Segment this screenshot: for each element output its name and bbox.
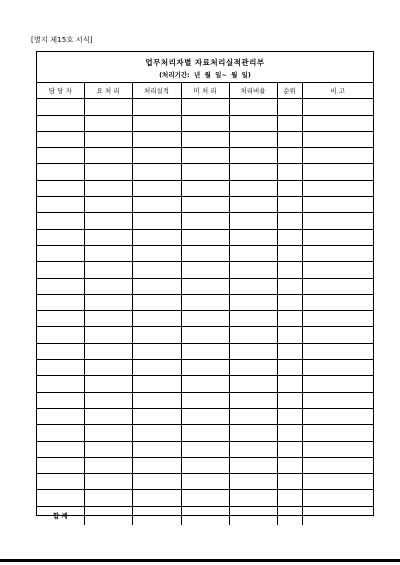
table-cell[interactable] [181, 262, 229, 278]
table-cell[interactable] [132, 278, 181, 294]
table-cell[interactable] [132, 262, 181, 278]
table-cell[interactable] [132, 197, 181, 213]
table-cell[interactable] [132, 164, 181, 180]
col-header-ratio: 처리비율 [229, 83, 277, 99]
table-row [37, 376, 373, 392]
table-cell[interactable] [84, 457, 132, 473]
table-cell[interactable] [37, 425, 84, 441]
table-row [37, 490, 373, 506]
table-row [37, 131, 373, 147]
table-cell[interactable] [84, 490, 132, 506]
table-cell[interactable] [132, 99, 181, 115]
table-cell[interactable] [229, 99, 277, 115]
table-cell[interactable] [181, 213, 229, 229]
table-cell[interactable] [277, 327, 302, 343]
col-header-unprocessed: 미 처 리 [181, 83, 229, 99]
table-cell[interactable] [277, 131, 302, 147]
table-cell[interactable] [302, 327, 373, 343]
total-cell[interactable] [84, 506, 132, 525]
table-cell[interactable] [181, 360, 229, 376]
table-cell[interactable] [302, 180, 373, 196]
table-row [37, 294, 373, 310]
table-cell[interactable] [84, 164, 132, 180]
table-cell[interactable] [132, 131, 181, 147]
table-cell[interactable] [302, 376, 373, 392]
table-cell[interactable] [229, 278, 277, 294]
table-cell[interactable] [229, 148, 277, 164]
table-row [37, 262, 373, 278]
col-header-processed: 처리실적 [132, 83, 181, 99]
table-cell[interactable] [132, 408, 181, 424]
table-row [37, 327, 373, 343]
table-cell[interactable] [132, 229, 181, 245]
total-cell[interactable] [277, 506, 302, 525]
table-cell[interactable] [84, 311, 132, 327]
table-cell[interactable] [229, 262, 277, 278]
table-cell[interactable] [302, 197, 373, 213]
table-cell[interactable] [277, 229, 302, 245]
table-cell[interactable] [37, 408, 84, 424]
table-row [37, 311, 373, 327]
table-body [37, 99, 373, 525]
table-cell[interactable] [181, 229, 229, 245]
table-cell[interactable] [277, 408, 302, 424]
table-cell[interactable] [229, 408, 277, 424]
table-cell[interactable] [132, 376, 181, 392]
table-cell[interactable] [181, 197, 229, 213]
table-cell[interactable] [277, 278, 302, 294]
table-cell[interactable] [229, 360, 277, 376]
sheet-title: 업무처리자별 자료처리실적관리부 [145, 58, 265, 67]
table-cell[interactable] [37, 148, 84, 164]
table-cell[interactable] [277, 441, 302, 457]
table-cell[interactable] [229, 441, 277, 457]
table-cell[interactable] [132, 294, 181, 310]
table-cell[interactable] [132, 457, 181, 473]
total-cell[interactable] [229, 506, 277, 525]
table-row [37, 360, 373, 376]
total-row [37, 506, 373, 525]
table-cell[interactable] [84, 148, 132, 164]
table-cell[interactable] [181, 457, 229, 473]
table-cell[interactable] [229, 229, 277, 245]
table-cell[interactable] [181, 311, 229, 327]
table-row [37, 164, 373, 180]
processing-period: (처리기간: 년 월 일~ 월 일) [159, 71, 251, 79]
table-cell[interactable] [277, 180, 302, 196]
table-cell[interactable] [181, 164, 229, 180]
table-cell[interactable] [181, 278, 229, 294]
table-cell[interactable] [302, 408, 373, 424]
table-cell[interactable] [277, 376, 302, 392]
col-header-rank: 순위 [277, 83, 302, 99]
table-cell[interactable] [277, 213, 302, 229]
table-cell[interactable] [229, 474, 277, 490]
table-cell[interactable] [229, 376, 277, 392]
record-sheet [36, 51, 374, 521]
table-row [37, 457, 373, 473]
table-cell[interactable] [132, 490, 181, 506]
table-cell[interactable] [229, 327, 277, 343]
table-cell[interactable] [277, 99, 302, 115]
table-cell[interactable] [132, 213, 181, 229]
table-cell[interactable] [84, 197, 132, 213]
table-row [37, 213, 373, 229]
table-cell[interactable] [277, 360, 302, 376]
table-row [37, 148, 373, 164]
table-row [37, 425, 373, 441]
table-cell[interactable] [302, 229, 373, 245]
table-cell[interactable] [181, 148, 229, 164]
table-cell[interactable] [84, 376, 132, 392]
table-cell[interactable] [302, 245, 373, 261]
table-cell[interactable] [84, 229, 132, 245]
table-cell[interactable] [84, 392, 132, 408]
table-cell[interactable] [181, 245, 229, 261]
table-cell[interactable] [229, 425, 277, 441]
table-cell[interactable] [302, 360, 373, 376]
table-cell[interactable] [302, 148, 373, 164]
table-cell[interactable] [229, 457, 277, 473]
table-cell[interactable] [37, 376, 84, 392]
table-cell[interactable] [277, 392, 302, 408]
table-cell[interactable] [37, 213, 84, 229]
col-header-person: 담 당 자 [37, 83, 84, 99]
table-cell[interactable] [302, 311, 373, 327]
table-cell[interactable] [84, 115, 132, 131]
table-cell[interactable] [229, 311, 277, 327]
table-cell[interactable] [132, 180, 181, 196]
table-cell[interactable] [302, 457, 373, 473]
table-cell[interactable] [132, 360, 181, 376]
table-cell[interactable] [181, 180, 229, 196]
table-cell[interactable] [181, 294, 229, 310]
total-cell[interactable] [302, 506, 373, 525]
table-cell[interactable] [132, 311, 181, 327]
table-cell[interactable] [37, 245, 84, 261]
table-cell[interactable] [37, 294, 84, 310]
table-cell[interactable] [84, 343, 132, 359]
table-row [37, 115, 373, 131]
table-row [37, 343, 373, 359]
table-cell[interactable] [84, 474, 132, 490]
form-number-label: [별지 제15호 서식] [31, 36, 93, 44]
table-cell[interactable] [132, 343, 181, 359]
table-cell[interactable] [37, 131, 84, 147]
table-cell[interactable] [277, 115, 302, 131]
table-row [37, 197, 373, 213]
table-cell[interactable] [302, 115, 373, 131]
table-cell[interactable] [37, 278, 84, 294]
table-row [37, 278, 373, 294]
table-cell[interactable] [132, 392, 181, 408]
performance-table [37, 82, 373, 525]
table-cell[interactable] [181, 408, 229, 424]
table-cell[interactable] [277, 164, 302, 180]
table-row [37, 245, 373, 261]
table-cell[interactable] [181, 392, 229, 408]
table-row [37, 99, 373, 115]
table-cell[interactable] [181, 474, 229, 490]
table-cell[interactable] [132, 148, 181, 164]
table-cell[interactable] [277, 425, 302, 441]
table-cell[interactable] [181, 490, 229, 506]
table-cell[interactable] [277, 148, 302, 164]
table-cell[interactable] [277, 457, 302, 473]
table-row [37, 441, 373, 457]
table-cell[interactable] [277, 490, 302, 506]
table-cell[interactable] [84, 131, 132, 147]
table-cell[interactable] [277, 197, 302, 213]
table-cell[interactable] [229, 490, 277, 506]
table-cell[interactable] [277, 245, 302, 261]
table-cell[interactable] [37, 343, 84, 359]
total-cell[interactable] [132, 506, 181, 525]
table-cell[interactable] [229, 245, 277, 261]
table-cell[interactable] [229, 213, 277, 229]
table-cell[interactable] [132, 425, 181, 441]
table-row [37, 408, 373, 424]
table-cell[interactable] [181, 441, 229, 457]
table-cell[interactable] [302, 164, 373, 180]
table-cell[interactable] [37, 360, 84, 376]
table-cell[interactable] [181, 425, 229, 441]
table-cell[interactable] [84, 213, 132, 229]
table-cell[interactable] [302, 343, 373, 359]
table-cell[interactable] [181, 115, 229, 131]
table-cell[interactable] [84, 294, 132, 310]
col-header-remarks: 비 고 [302, 83, 373, 99]
table-cell[interactable] [132, 115, 181, 131]
table-cell[interactable] [84, 408, 132, 424]
table-cell[interactable] [84, 278, 132, 294]
table-cell[interactable] [302, 392, 373, 408]
total-cell[interactable] [181, 506, 229, 525]
table-cell[interactable] [37, 490, 84, 506]
table-cell[interactable] [84, 360, 132, 376]
table-cell[interactable] [229, 197, 277, 213]
table-cell[interactable] [229, 164, 277, 180]
table-cell[interactable] [277, 262, 302, 278]
table-cell[interactable] [302, 278, 373, 294]
table-cell[interactable] [37, 197, 84, 213]
table-cell[interactable] [132, 474, 181, 490]
table-cell[interactable] [132, 441, 181, 457]
table-row [37, 474, 373, 490]
table-cell[interactable] [37, 229, 84, 245]
table-cell[interactable] [229, 343, 277, 359]
total-label: 합 계 [37, 506, 84, 525]
table-cell[interactable] [37, 262, 84, 278]
table-cell[interactable] [277, 294, 302, 310]
table-cell[interactable] [302, 441, 373, 457]
table-cell[interactable] [277, 343, 302, 359]
table-cell[interactable] [181, 343, 229, 359]
table-cell[interactable] [84, 262, 132, 278]
table-cell[interactable] [37, 327, 84, 343]
table-cell[interactable] [229, 294, 277, 310]
table-cell[interactable] [229, 131, 277, 147]
table-cell[interactable] [37, 457, 84, 473]
table-cell[interactable] [84, 441, 132, 457]
table-cell[interactable] [302, 99, 373, 115]
table-cell[interactable] [84, 425, 132, 441]
table-cell[interactable] [229, 115, 277, 131]
table-row [37, 229, 373, 245]
table-cell[interactable] [84, 245, 132, 261]
table-cell[interactable] [302, 131, 373, 147]
table-cell[interactable] [302, 474, 373, 490]
table-cell[interactable] [302, 490, 373, 506]
table-cell[interactable] [37, 392, 84, 408]
table-cell[interactable] [84, 327, 132, 343]
table-cell[interactable] [181, 327, 229, 343]
table-cell[interactable] [302, 425, 373, 441]
table-cell[interactable] [37, 441, 84, 457]
table-cell[interactable] [37, 311, 84, 327]
table-cell[interactable] [132, 245, 181, 261]
bottom-border [0, 559, 400, 562]
table-cell[interactable] [302, 294, 373, 310]
table-cell[interactable] [181, 99, 229, 115]
table-cell[interactable] [181, 376, 229, 392]
table-cell[interactable] [84, 99, 132, 115]
table-cell[interactable] [277, 311, 302, 327]
table-row [37, 392, 373, 408]
table-cell[interactable] [229, 180, 277, 196]
table-cell[interactable] [84, 180, 132, 196]
table-cell[interactable] [37, 474, 84, 490]
table-cell[interactable] [37, 99, 84, 115]
table-cell[interactable] [302, 213, 373, 229]
table-cell[interactable] [277, 474, 302, 490]
header-row [37, 83, 373, 99]
table-cell[interactable] [302, 262, 373, 278]
table-cell[interactable] [37, 115, 84, 131]
table-row [37, 180, 373, 196]
col-header-requested: 요 처 리 [84, 83, 132, 99]
table-cell[interactable] [132, 327, 181, 343]
table-cell[interactable] [229, 392, 277, 408]
table-cell[interactable] [181, 131, 229, 147]
table-cell[interactable] [37, 164, 84, 180]
table-cell[interactable] [37, 180, 84, 196]
